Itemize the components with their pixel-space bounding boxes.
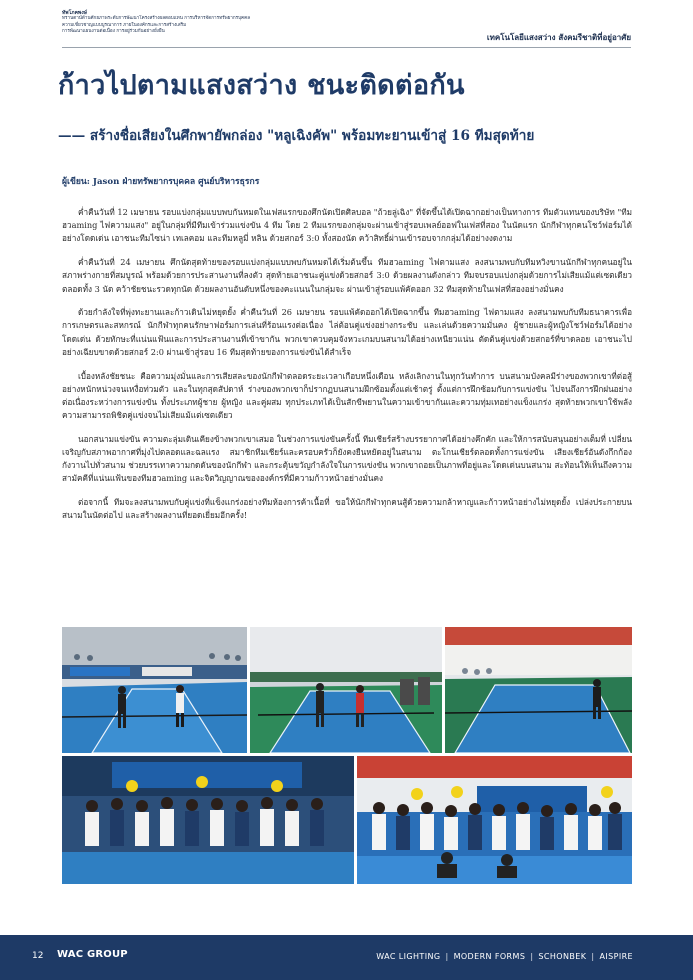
page-footer	[0, 935, 693, 980]
header-company-name: ทัพโภคพงษ์	[62, 10, 87, 16]
brand-name: AISPIRE	[599, 952, 633, 961]
indoor-court-rally-photo	[445, 627, 632, 753]
page-number: 12	[32, 951, 44, 961]
photo-collage	[62, 627, 632, 884]
header-info-line: ทรานตาน์ด้านศักยภาพระดับการพัฒนาโครงสร้างผลตอบแทน การบริหารจัดการทรัพยากรบุคคล	[62, 16, 251, 22]
article-title: ก้าวไปตามแสงสว่าง ชนะติดต่อกัน	[58, 70, 465, 101]
article-paragraph: นอกสนามแข่งขัน ความตะลุ่มเดินเคียงข้างพวกเขาเสมอ ในช่วงการแข่งขันครั้งนี้ ทีมเชียร์สร้างบรรยากาศได้อย่างคึกคัก และให้การสนับสนุนอย่างเต็มที่ เปลี่ยนเจริญกับสภาพอากาศที่มุ่งไปตลอดและฉลแรง สมาชิกทีมเชียร์และครอบครัวก็ยังคงยืนหยัดอยู่ในสนาม ตะโกนเชียร์ตลอดทั้งการแข่งขัน เสียงเชียร์อันดังกึกก้องกังวานไปทั่วสนาม ช่วยบรรเทาความกดดันของนักกีฬา และกระตุ้นขวัญกำลังใจในการแข่งขัน พวกเขาถอยเป็นภาพที่อยู่และโดดเด่นบนสนาม สะท้อนให้เห็นถึงความสามัคคีที่แน่นแฟ้นของทีมฮวaming และจิตวิญญาณขององค์กรที่มีความก้าวหน้าอย่างมั่นคง	[62, 433, 632, 484]
header-info-line: ความเชี่ยวชาญแบบบูรณาการ ภายในองค์กรและการสร้างเสริม	[62, 22, 187, 28]
header-info-line: การพัฒนาแผนงานต่อเนื่อง การอยู่ร่วมกันอย่างยั่งยืน	[62, 29, 165, 35]
team-players-court-photo	[250, 627, 442, 753]
header-company-info	[62, 10, 302, 36]
article-subtitle: —— สร้างชื่อเสียงในศึกพายัพกล่อง "หลูเฉิงคัพ" พร้อมทะยานเข้าสู่ 16 ทีมสุดท้าย	[58, 128, 535, 144]
match-doubles-photo	[62, 627, 247, 753]
article-paragraph: ค่ำคืนวันที่ 24 เมษายน ศึกนัดสุดท้ายของรอบแบ่งกลุ่มแบบพบกันหมดได้เริ่มต้นขึ้น ทีมฮวaming ไฟตามแสง ลงสนามพบกับทีมหวิงขานนักกีฬาทุกคนอยู่ในสภาพร่างกายที่สมบูรณ์ พร้อมด้วยการประสานงานที่ลงตัว สุดท้ายเอาชนะคู่แข่งด้วยสกอร์ 3:0 ด้วยผลงานดังกล่าว ทีมจบรอบแบ่งกลุ่มด้วยการไม่เสียแม้แต่เซตเดียวตลอดทั้ง 3 นัด คว้าชัยชนะรวดทุกนัด ด้วยผลงานอันดับหนึ่งของคะแนนในกลุ่มจะ ผ่านเข้าสู่รอบแพ้คัดออก 32 ทีมสุดท้ายในเฟสที่สองอย่างมั่นคง	[62, 257, 632, 294]
brand-name: WAC LIGHTING	[376, 952, 441, 961]
article-paragraph: ต่อจากนี้ ทีมจะลงสนามพบกับคู่แข่งที่แข็งแกร่งอย่างทีมห้องการค้าเนื้อที่ ขอให้นักกีฬาทุกคนสู้ด้วยความกล้าหาญและก้าวหน้าอย่างไม่หยุดยั้ง เปล่งประกายบนสนามในนัดต่อไป และสร้างผลงานที่ยอดเยี่ยมอีกครั้ง!	[62, 497, 632, 521]
article-paragraph: เบื้องหลังชัยชนะ คือความมุ่งมั่นและการเสียสละของนักกีฬาตลอดระยะเวลาเกือบหนึ่งเดือน หลังเลิกงานในทุกวันทำการ บนสนามบังคลมีร่างของพวกเขาที่ต่อสู้อย่างหนักหน่วงจนเหงื่อท่วมตัว และในทุกสุดสัปดาห์ ร่างของพวกเขาก็ปรากฏบนสนามฝึกซ้อมตั้งแต่เช้าตรู่ ตั้งแต่การฝึกซ้อมกับการแข่งขัน ไปจนถึงการฝึกฝนอย่างต่อเนื่องระหว่างการแข่งขัน ทั้งประเภทผู้ชาย ผู้หญิง และคู่ผสม ทุกประเภทได้เป็นสักขีพยานในความเข้าขากันและความทุ่มเทอย่างแข็งแกร่ง สุดท้ายพวกเขาใช้พลังความสามารถพิชิตคู่แข่งจนไม่เสียแม้แต่เซตเดียว	[62, 370, 632, 421]
header-divider	[62, 47, 631, 48]
header-section-label: เทคโนโลยีแสงสว่าง สังคมรีชาติที่อยู่อาศัย	[486, 32, 631, 42]
team-celebration-group-photo	[357, 756, 632, 884]
brand-list: WAC LIGHTING | MODERN FORMS | SCHONBEK | AISPIRE	[376, 952, 633, 961]
article-author: ผู้เขียน: Jason ฝ่ายทรัพยากรบุคคล ศูนย์บริหารธุรกร	[62, 177, 260, 187]
brand-name: MODERN FORMS	[453, 952, 526, 961]
article-paragraph: ค่ำคืนวันที่ 12 เมษายน รอบแบ่งกลุ่มแบบพบกันหมดในเฟสแรกของศึกนัดเปิดศิลบอล "ถ้วยลู่เฉิง" ที่จัดขึ้นได้เปิดฉากอย่างเป็นทางการ ทีมตัวแทนของบริษัท "ทีมฮวaming ไฟความแสง" อยู่ในกลุ่มที่มีทีมเข้าร่วมแข่งขัน 4 ทีม โดย 2 ทีมแรกของกลุ่มจะผ่านเข้าสู่รอบเพลย์ออฟในเฟสที่สอง ในนัดแรก นักกีฬาทุกคนโชว์ฟอร์มได้อย่างโดดเด่น เอาชนะทีมไซน่า เทเลคอม และทีมหลูมี่ หลิน ด้วยสกอร์ 3:0 ทั้งสองนัด คว้าสิทธิ์ผ่านเข้ารอบจากกลุ่มได้อย่างงดงาม	[62, 207, 632, 244]
article-body	[62, 206, 632, 533]
cheer-team-group-photo	[62, 756, 354, 884]
company-logo: WAC GROUP	[57, 949, 128, 960]
article-paragraph: ด้วยกำลังใจที่พุ่งทะยานและก้าวเดินไม่หยุดยั้ง ค่ำคืนวันที่ 26 เมษายน รอบแพ้คัดออกได้เปิดฉากขึ้น ทีมฮวaming ไฟตามแสง ลงสนามพบกับทีมธนาคารเพื่อการเกษตรและสหกรณ์ นักกีฬาทุกคนรักษาฟอร์มการเล่นที่ร้อนแรงต่อเนื่อง ไล่ต้อนคู่แข่งอย่างกระชับ และเล่นด้วยความมั่นคง ผู้ชายและผู้หญิงโชว์ฟอร์มได้อย่างโดดเด่น ด้วยทักษะที่แน่นแฟ้นและการประสานงานที่เข้าขากัน พวกเขาควบคุมจังหวะเกมบนสนามได้อย่างเหนียวแน่น ตัดต้นคู่แข่งด้วยสกอร์ที่ขาดลอย เอาชนะไปอย่างเฉียบขาดด้วยสกอร์ 2:0 ผ่านเข้าสู่รอบ 16 ทีมสุดท้ายของการแข่งขันได้สำเร็จ	[62, 307, 632, 357]
brand-name: SCHONBEK	[538, 952, 587, 961]
